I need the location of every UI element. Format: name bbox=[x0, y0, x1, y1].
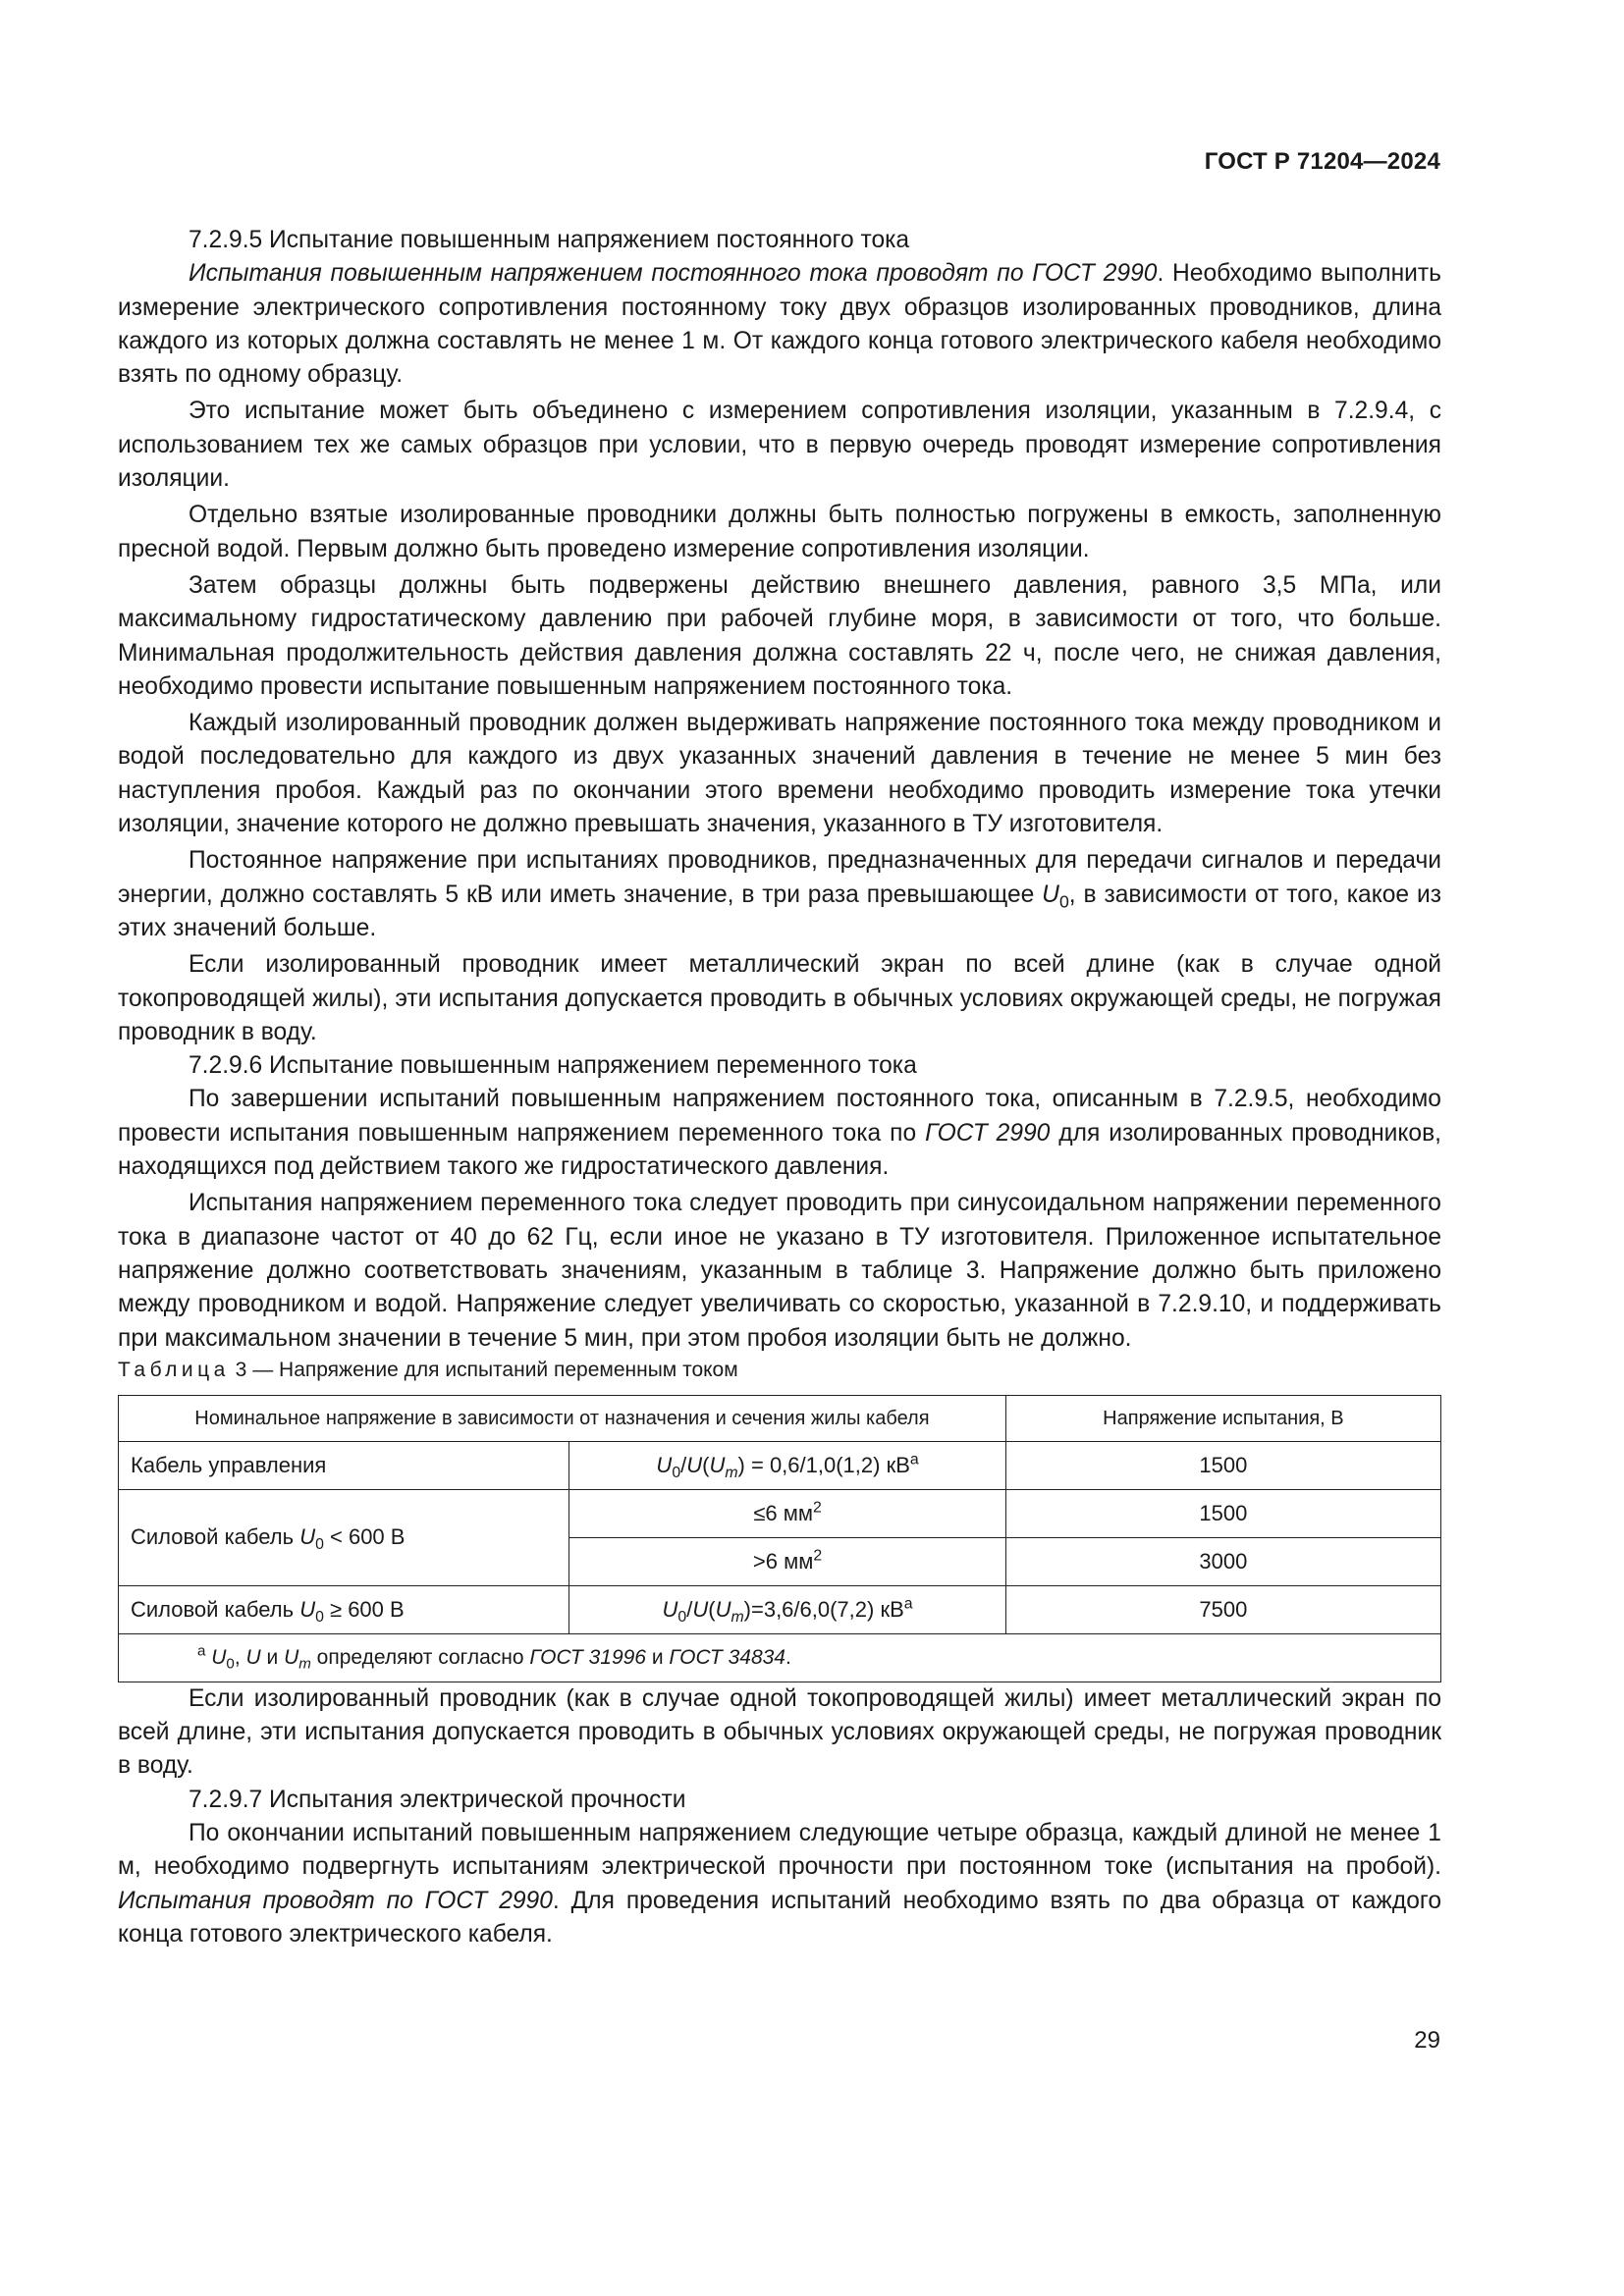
text: < 600 В bbox=[323, 1524, 406, 1550]
table-cell bbox=[569, 1441, 1006, 1489]
text: / bbox=[680, 1452, 687, 1477]
table-caption bbox=[118, 1356, 1441, 1385]
table-cell bbox=[569, 1489, 1006, 1537]
subscript: 0 bbox=[226, 1655, 235, 1673]
symbol-u: U bbox=[299, 1596, 316, 1622]
italic-text: Испытания проводят по ГОСТ 2990 bbox=[118, 1887, 553, 1914]
paragraph: Если изолированный проводник (как в случае одной токопроводящей жилы) имеет металлический экран по всей длине, эти испытания допускается проводить в обычных условиях окружающей среды, не погружая проводник в воду. bbox=[118, 1684, 1441, 1780]
symbol-u: U bbox=[284, 1645, 299, 1669]
symbol-u: U bbox=[245, 1645, 261, 1669]
text: , bbox=[234, 1645, 246, 1669]
section-7295-title: 7.2.9.5 Испытание повышенным напряжением постоянного тока bbox=[189, 227, 910, 253]
header-cell: Номинальное напряжение в зависимости от назначения и сечения жилы кабеля bbox=[119, 1395, 1006, 1441]
table-3 bbox=[118, 1395, 1441, 1682]
text: >6 мм bbox=[752, 1548, 814, 1574]
footnote-mark: a bbox=[197, 1642, 206, 1660]
table-footnote bbox=[119, 1633, 1441, 1682]
text: Силовой кабель bbox=[131, 1524, 300, 1550]
table-cell bbox=[119, 1585, 569, 1633]
paragraph bbox=[118, 1817, 1441, 1951]
paragraph: Каждый изолированный проводник должен выдерживать напряжение постоянного тока между проводником и водой последовательно для каждого из двух указанных значений давления в течение не менее 5 мин без наступления пробоя. Каждый раз по окончании этого времени необходимо проводить измерение тока утечки изоляции, значение которого не должно превышать значения, указанного в ТУ изготовителя. bbox=[118, 710, 1441, 838]
symbol-u: U bbox=[715, 1596, 731, 1622]
symbol-u: U bbox=[709, 1452, 726, 1477]
paragraph-text: . Для проведения испытаний необходимо взять по два образца от каждого конца готового электрического кабеля. bbox=[118, 1887, 1441, 1948]
footnote-mark: a bbox=[903, 1595, 913, 1613]
symbol-u: U bbox=[692, 1596, 709, 1622]
text: ) = 0,6/1,0(1,2) кВ bbox=[737, 1452, 910, 1477]
subscript: 0 bbox=[1058, 890, 1069, 911]
paragraph: Затем образцы должны быть подвержены действию внешнего давления, равного 3,5 МПа, или максимальному гидростатическому давлению при рабочей глубине моря, в зависимости от того, что больше. Минимальная продолжительность действия давления должна составлять 22 ч, после чего, не снижая давления, необходимо провести испытание повышенным напряжением постоянного тока. bbox=[118, 571, 1441, 700]
paragraph-text: По окончании испытаний повышенным напряжением следующие четыре образца, каждый длиной не менее 1 м, необходимо подвергнуть испытаниям электрической прочности при постоянном токе (испытания на пробой). bbox=[118, 1819, 1441, 1881]
paragraph-text: По завершении испытаний повышенным напряжением постоянного тока, описанным в 7.2.9.5, необходимо провести испытания повышенным напряжением переменного тока по bbox=[118, 1086, 1441, 1147]
standard-reference: ГОСТ 31996 bbox=[529, 1645, 646, 1669]
standard-reference: ГОСТ 2990 bbox=[925, 1119, 1051, 1147]
paragraph bbox=[118, 257, 1441, 392]
symbol-u: U bbox=[686, 1452, 703, 1477]
superscript: 2 bbox=[812, 1499, 822, 1517]
text: Силовой кабель bbox=[131, 1596, 300, 1622]
footnote-mark: a bbox=[909, 1451, 919, 1468]
header-cell: Напряжение испытания, В bbox=[1005, 1395, 1440, 1441]
text: ≥ 600 В bbox=[323, 1596, 405, 1622]
symbol-u: U bbox=[211, 1645, 227, 1669]
text: и bbox=[645, 1645, 670, 1669]
table-row bbox=[119, 1441, 1441, 1489]
symbol-u: U bbox=[299, 1524, 316, 1550]
section-7296-title: 7.2.9.6 Испытание повышенным напряжением переменного тока bbox=[189, 1052, 917, 1080]
paragraph bbox=[118, 1083, 1441, 1184]
text: ≤6 мм bbox=[753, 1500, 813, 1525]
symbol-u: U bbox=[656, 1452, 673, 1477]
paragraph: Это испытание может быть объединено с измерением сопротивления изоляции, указанным в 7.2.9.4, с использованием тех же самых образцов при условии, что в первую очередь проводят измерение сопротивления изоляции. bbox=[118, 398, 1441, 493]
symbol-u: U bbox=[1042, 881, 1059, 908]
document-header: ГОСТ Р 71204—2024 bbox=[1204, 148, 1440, 175]
table-caption-word: Таблица bbox=[118, 1358, 230, 1381]
table-cell bbox=[569, 1537, 1006, 1585]
subscript: 0 bbox=[672, 1464, 681, 1481]
text: / bbox=[686, 1596, 693, 1622]
page-number: 29 bbox=[1414, 2027, 1440, 2054]
paragraph-text: . Необходимо выполнить измерение электрического сопротивления постоянному току двух образцов изолированных проводников, длина каждого из которых должна составлять не менее 1 м. От каждого конца готового электрического кабеля необходимо взять по одному образцу. bbox=[118, 260, 1441, 389]
text: )=3,6/6,0(7,2) кВ bbox=[743, 1596, 904, 1622]
paragraph-text: , в зависимости от того, какое из этих значений больше. bbox=[118, 881, 1441, 941]
text: . bbox=[785, 1645, 791, 1669]
subscript: m bbox=[298, 1655, 311, 1673]
paragraph-text: Постоянное напряжение при испытаниях проводников, предназначенных для передачи сигналов и передачи энергии, должно составлять 5 кВ или иметь значение, в три раза превышающее bbox=[118, 847, 1441, 908]
page-body bbox=[118, 224, 1441, 1951]
table-cell bbox=[569, 1585, 1006, 1633]
table-header-row bbox=[119, 1395, 1441, 1441]
paragraph: Отдельно взятые изолированные проводники должны быть полностью погружены в емкость, заполненную пресной водой. Первым должно быть проведено измерение сопротивления изоляции. bbox=[118, 502, 1441, 562]
table-row bbox=[119, 1585, 1441, 1633]
paragraph-text: для изолированных проводников, находящихся под действием такого же гидростатического давления. bbox=[118, 1119, 1442, 1181]
text: ( bbox=[708, 1596, 716, 1622]
table-cell: 7500 bbox=[1005, 1585, 1440, 1633]
subscript: 0 bbox=[677, 1608, 687, 1626]
text: и bbox=[260, 1645, 285, 1669]
table-caption-text: 3 — Напряжение для испытаний переменным током bbox=[229, 1358, 738, 1381]
symbol-u: U bbox=[662, 1596, 678, 1622]
subscript: m bbox=[731, 1608, 744, 1626]
table-footnote-row bbox=[119, 1633, 1441, 1682]
table-cell: 3000 bbox=[1005, 1537, 1440, 1585]
table-cell: 1500 bbox=[1005, 1489, 1440, 1537]
paragraph: Если изолированный проводник имеет металлический экран по всей длине (как в случае одной токопроводящей жилы), эти испытания допускается проводить в обычных условиях окружающей среды, не погружая проводник в воду. bbox=[118, 951, 1441, 1045]
text: определяют согласно bbox=[310, 1645, 530, 1669]
text: ( bbox=[702, 1452, 710, 1477]
superscript: 2 bbox=[813, 1547, 823, 1565]
paragraph bbox=[118, 844, 1441, 945]
subscript: 0 bbox=[315, 1536, 324, 1554]
subscript: m bbox=[725, 1464, 738, 1481]
table-row bbox=[119, 1489, 1441, 1537]
section-7297-title: 7.2.9.7 Испытания электрической прочности bbox=[189, 1786, 686, 1813]
standard-reference: ГОСТ 34834 bbox=[669, 1645, 785, 1669]
table-cell: 1500 bbox=[1005, 1441, 1440, 1489]
table-cell: Кабель управления bbox=[119, 1441, 569, 1489]
paragraph: Испытания напряжением переменного тока следует проводить при синусоидальном напряжении переменного тока в диапазоне частот от 40 до 62 Гц, если иное не указано в ТУ изготовителя. Приложенное испытательное напряжение должно соответствовать значениям, указанным в таблице 3. Напряжение должно быть приложено между проводником и водой. Напряжение следует увеличивать со скоростью, указанной в 7.2.9.10, и поддерживать при максимальном значении в течение 5 мин, при этом пробоя изоляции быть не должно. bbox=[118, 1190, 1441, 1352]
italic-text: Испытания повышенным напряжением постоянного тока проводят по ГОСТ 2990 bbox=[189, 260, 1158, 288]
subscript: 0 bbox=[315, 1608, 324, 1626]
table-cell bbox=[119, 1489, 569, 1585]
